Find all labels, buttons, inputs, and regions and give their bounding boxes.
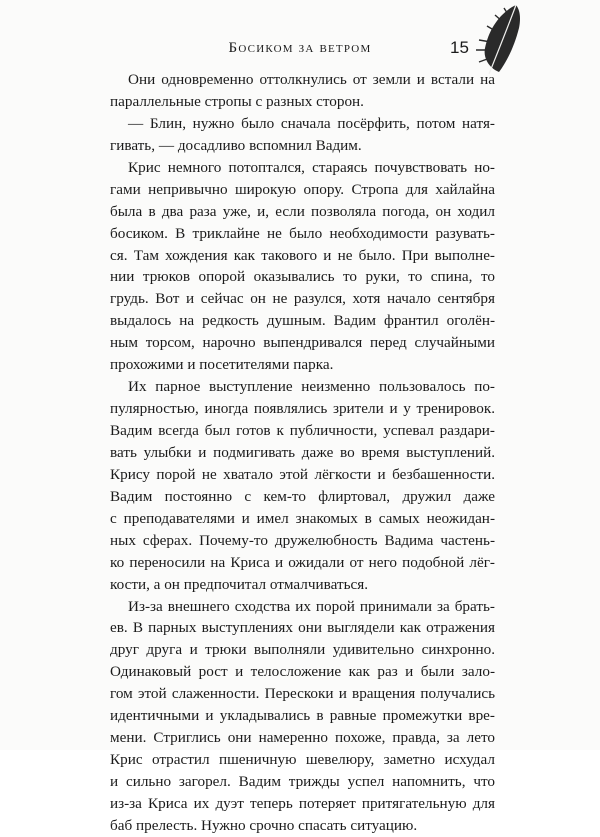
paragraph-line: ся. Там хождения как такового и не было. При выполне-	[110, 246, 495, 264]
paragraph-line: ев. В парных выступлениях они выглядели как отражения	[110, 619, 495, 637]
paragraph-first-line: Крис немного потоптался, стараясь почувствовать но-	[128, 158, 495, 176]
paragraph-line: пулярностью, иногда появлялись зрители и у тренировок.	[110, 400, 495, 418]
paragraph-line: Одинаковый рост и телосложение как раз и были зало-	[110, 663, 495, 681]
paragraph-line: гами непривычно широкую опору. Стропа для хайлайна	[110, 180, 495, 198]
paragraph-line: вать улыбки и подмигивать даже во время выступлений.	[110, 443, 495, 461]
paragraph-line: друг друга и трюки выполняли удивительно синхронно.	[110, 641, 495, 659]
paragraph-line: из-за Криса их дуэт теперь потеряет притягательную для	[110, 794, 495, 812]
paragraph-first-line: Они одновременно оттолкнулись от земли и встали на	[128, 71, 495, 88]
paragraph-first-line: Из-за внешнего сходства их порой принимали за брать-	[128, 597, 495, 615]
paragraph-line: Крис отрастил пшеничную шевелюру, заметно исхудал	[110, 751, 495, 769]
body-text	[110, 69, 495, 837]
paragraph-line: прохожими и посетителями парка.	[110, 356, 334, 374]
paragraph-line: гивать, — досадливо вспомнил Вадим.	[110, 136, 362, 154]
paragraph-line: с преподавателями и имел знакомых в самых неожидан-	[110, 509, 495, 527]
paragraph-line: гом этой слаженности. Перескоки и вращения получались	[110, 685, 495, 703]
paragraph-line: ным торсом, нарочно выпендривался перед случайными	[110, 334, 495, 352]
paragraph-line: выдалось на редкость душным. Вадим франтил оголён-	[110, 312, 495, 330]
running-title-rest: осиком за ветром	[238, 40, 372, 56]
paragraph-line: грудь. Вот и сейчас он не разулся, хотя начало сентября	[110, 290, 495, 308]
paragraph-line: ных сферах. Почему-то дружелюбность Вадима частень-	[110, 531, 495, 549]
paragraph-line: Вадим всегда был готов к публичности, успевал раздари-	[110, 422, 495, 439]
paragraph-line: нии трюков опорой оказывались то руки, то спина, то	[110, 268, 495, 286]
paragraph-line: ко переносили на Криса и ожидали от него подобной лёг-	[110, 553, 495, 571]
paragraph-line: Крису порой не хватало этой лёгкости и безбашенности.	[110, 465, 495, 483]
paragraph-line: кости, а он предпочитал отмалчиваться.	[110, 575, 369, 593]
paragraph-line: баб прелесть. Нужно срочно спасать ситуацию.	[110, 816, 418, 834]
page-number: 15	[450, 38, 469, 57]
feather-icon	[467, 2, 527, 76]
paragraph-line: параллельные стропы с разных сторон.	[110, 92, 364, 110]
paragraph-first-line: — Блин, нужно было сначала посёрфить, потом натя-	[128, 114, 495, 132]
running-title-initial: Б	[228, 40, 239, 56]
paragraph-line: идентичными и укладывались в равные промежутки вре-	[110, 707, 495, 725]
paragraph-line: и сильно загорел. Вадим трижды успел напомнить, что	[110, 773, 495, 790]
paragraph-line: была в два раза уже, и, если позволяла погода, он ходил	[110, 202, 495, 220]
paragraph-line: мени. Стриглись они намеренно похоже, правда, за лето	[110, 729, 495, 747]
paragraph-first-line: Их парное выступление неизменно пользовалось по-	[128, 378, 495, 396]
paragraph-line: босиком. В триклайне не было необходимости разувать-	[110, 224, 495, 242]
paragraph-line: Вадим постоянно с кем-то флиртовал, дружил даже	[110, 487, 495, 505]
